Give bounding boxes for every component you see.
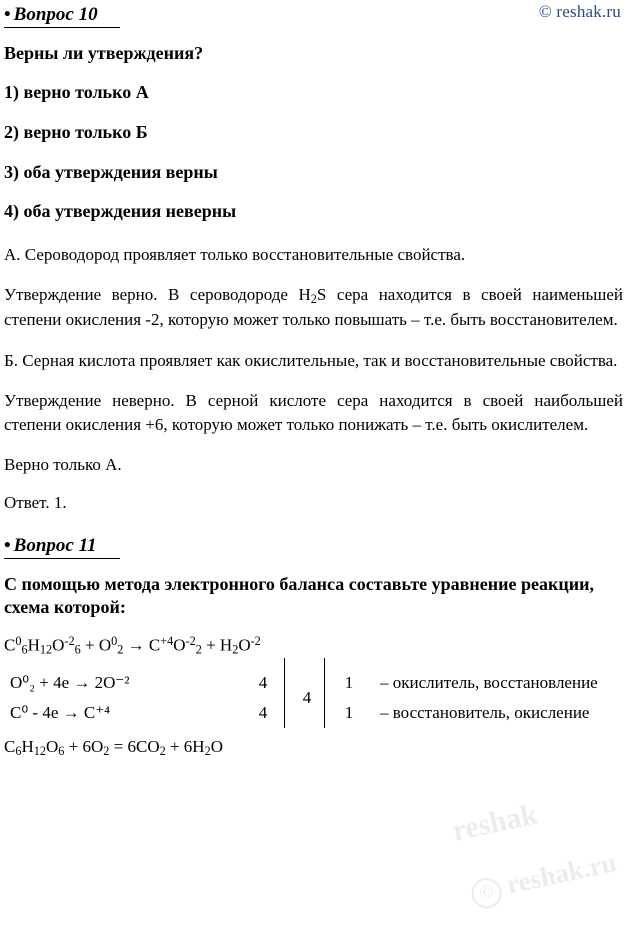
scheme-o2: O bbox=[98, 635, 112, 655]
option-2: 2) верно только Б bbox=[4, 122, 148, 143]
question-10-prompt: Верны ли утверждения? bbox=[4, 42, 204, 63]
question-11-prompt: С помощью метода электронного баланса составьте уравнение реакции, схема которой: bbox=[4, 573, 594, 618]
scheme-o3: O bbox=[173, 635, 186, 655]
table-row bbox=[4, 668, 623, 698]
multiplier-2: 1 bbox=[344, 702, 354, 722]
explanation-a-subscript: 2 bbox=[310, 292, 317, 307]
question-10-heading bbox=[4, 0, 623, 30]
brace-right-divider bbox=[322, 668, 332, 698]
scheme-plus2: + bbox=[201, 635, 220, 655]
scheme-h2o-o: O bbox=[238, 635, 251, 655]
answer-10: Ответ. 1. bbox=[4, 493, 67, 513]
scheme-o2-sup: 0 bbox=[111, 633, 118, 648]
vertical-rule-icon-2 bbox=[324, 658, 325, 728]
reaction-scheme: $C^0_6H_{12}O^{-2}_6 + O^0_2 \to C^{+4}O^{-2}_2 + H_2O^{-2}$ bbox=[4, 633, 261, 657]
scheme-h-sub: 12 bbox=[39, 642, 53, 657]
scheme-c-sub: 6 bbox=[21, 642, 28, 657]
watermark-ghost-reshak bbox=[449, 797, 540, 848]
lcm-value: 4 bbox=[302, 687, 312, 707]
watermark-ghost-reshak-ru bbox=[468, 847, 620, 911]
copyright-circle-icon: © bbox=[469, 875, 505, 911]
question-10-title: Вопрос 10 bbox=[13, 4, 98, 25]
question-11-heading bbox=[4, 531, 623, 561]
brace-left-divider bbox=[282, 668, 292, 698]
role-1: – окислитель, восстановление bbox=[380, 672, 598, 692]
scheme-h: H bbox=[219, 635, 233, 655]
option-1: 1) верно только А bbox=[4, 82, 149, 103]
scheme-plus1: + bbox=[80, 635, 99, 655]
heading-underline bbox=[4, 27, 120, 28]
scheme-arrow: → bbox=[123, 635, 149, 655]
scheme-o3-sub: 2 bbox=[195, 642, 202, 657]
watermark-top-right: © reshak.ru bbox=[538, 2, 621, 21]
scheme-o2-sub: 2 bbox=[117, 642, 124, 657]
scheme-c2: C bbox=[148, 635, 161, 655]
scheme-h-sub2: 2 bbox=[232, 642, 239, 657]
coefficient-1: 4 bbox=[258, 672, 268, 692]
scheme-c2-sup: +4 bbox=[160, 633, 174, 648]
statement-b: Б. Серная кислота проявляет как окислительные, так и восстановительные свойства. bbox=[4, 350, 618, 370]
question-11-title: Вопрос 11 bbox=[13, 534, 97, 556]
watermark-ghost-text: reshak bbox=[449, 797, 541, 848]
half-reaction-1: O⁰₂ + 4e → 2O⁻² bbox=[10, 672, 130, 692]
vertical-rule-icon bbox=[284, 658, 285, 728]
explanation-a-part2: S сера находится в своей наименьшей степени окисления -2, которую может только повышать – т.е. быть восстановителем. bbox=[4, 285, 623, 330]
bullet-marker: • bbox=[4, 4, 11, 25]
multiplier-1: 1 bbox=[344, 672, 354, 692]
coefficient-2: 4 bbox=[258, 702, 268, 722]
scheme-c-sup: 0 bbox=[15, 633, 22, 648]
scheme-h2o-sup: -2 bbox=[250, 633, 261, 648]
final-equation: $C_6H_{12}O_6 + 6O_2 = 6CO_2 + 6H_2O$ bbox=[4, 736, 223, 759]
watermark-ghost-text-2: reshak.ru bbox=[504, 846, 620, 900]
explanation-a bbox=[4, 283, 623, 331]
half-reaction-2: C⁰ - 4e → C⁺⁴ bbox=[10, 702, 111, 722]
heading-underline-11 bbox=[4, 558, 120, 559]
statement-a: А. Сероводород проявляет только восстановительные свойства. bbox=[4, 244, 466, 264]
option-3: 3) оба утверждения верны bbox=[4, 161, 218, 182]
explanation-b: Утверждение неверно. В серной кислоте сера находится в своей наибольшей степени окисления +6, которую может только понижать – т.е. быть окислителем. bbox=[4, 391, 623, 434]
scheme-c: C bbox=[4, 635, 16, 655]
scheme-o1-sub: 6 bbox=[74, 642, 81, 657]
option-4: 4) оба утверждения неверны bbox=[4, 201, 237, 222]
bullet-marker-11: • bbox=[4, 534, 11, 556]
scheme-o3-sup: -2 bbox=[185, 633, 196, 648]
scheme-o1-sup: -2 bbox=[64, 633, 75, 648]
explanation-a-part1: Утверждение верно. В сероводороде H bbox=[4, 285, 311, 305]
electron-balance-table bbox=[4, 668, 623, 728]
conclusion-10: Верно только А. bbox=[4, 455, 122, 474]
role-2: – восстановитель, окисление bbox=[380, 702, 590, 722]
